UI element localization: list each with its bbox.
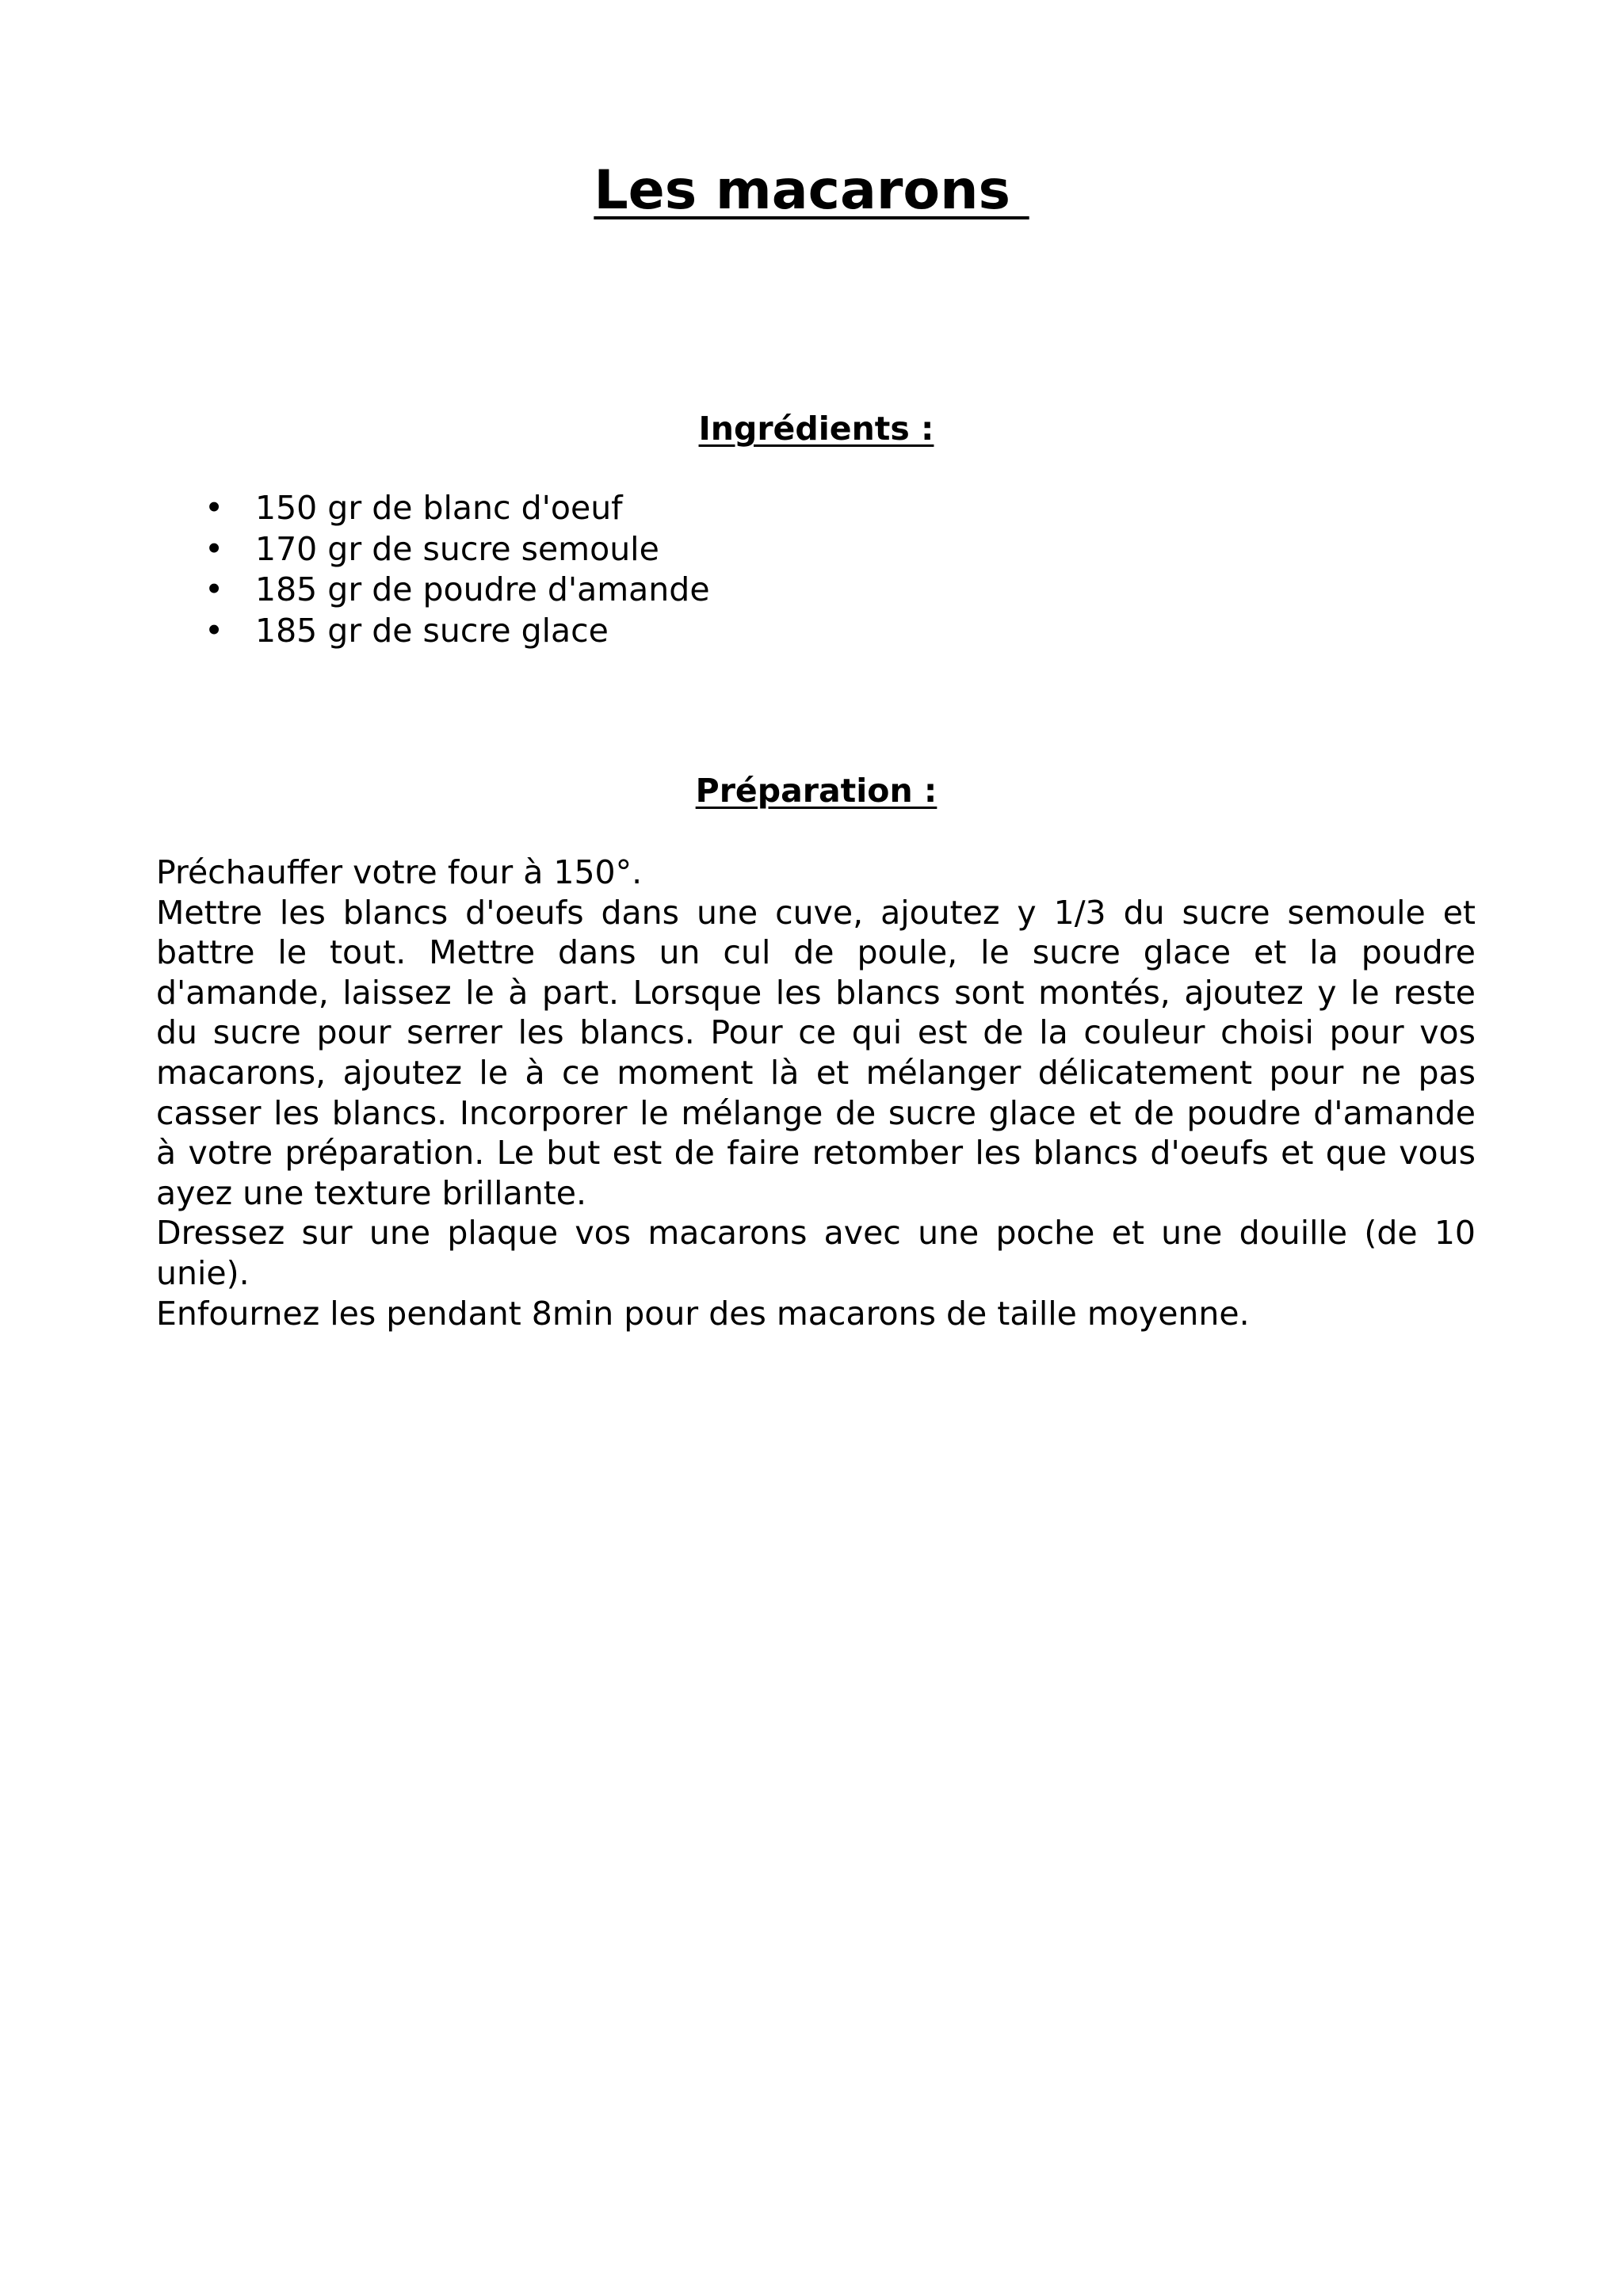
ingredients-list bbox=[204, 488, 710, 651]
list-item bbox=[204, 570, 710, 611]
ingredients-heading bbox=[0, 406, 1623, 451]
preparation-heading-text: Préparation : bbox=[695, 772, 938, 810]
preparation-body bbox=[156, 852, 1476, 1333]
ingredient-text: 185 gr de poudre d'amande bbox=[255, 570, 710, 608]
ingredient-text: 170 gr de sucre semoule bbox=[255, 529, 659, 568]
ingredient-text: 150 gr de blanc d'oeuf bbox=[255, 489, 623, 527]
bullet-icon: • bbox=[204, 489, 224, 527]
list-item bbox=[204, 529, 710, 570]
preparation-heading bbox=[0, 769, 1623, 813]
preparation-paragraph: Préchauffer votre four à 150°. bbox=[156, 853, 643, 891]
list-item bbox=[204, 488, 710, 529]
preparation-paragraph: Enfournez les pendant 8min pour des macarons de taille moyenne. bbox=[156, 1294, 1250, 1333]
ingredients-heading-text: Ingrédients : bbox=[698, 410, 934, 448]
recipe-title bbox=[0, 155, 1623, 227]
list-item bbox=[204, 611, 710, 652]
preparation-paragraph: Mettre les blancs d'oeufs dans une cuve, ajoutez y 1/3 du sucre semoule et battre le tout. Mettre dans un cul de poule, le sucre glace et la poudre d'amande, laissez le à part. Lorsque les blancs sont montés, ajoutez y le reste du sucre pour serrer les blancs. Pour ce qui est de la couleur choisi pour vos macarons, ajoutez le à ce moment là et mélanger délicatement pour ne pas casser les blancs. Incorporer le mélange de sucre glace et de poudre d'amande à votre préparation. Le but est de faire retomber les blancs d'oeufs et que vous ayez une texture brillante. bbox=[156, 893, 1476, 1212]
bullet-icon: • bbox=[204, 611, 224, 650]
recipe-title-text: Les macarons bbox=[594, 159, 1029, 222]
bullet-icon: • bbox=[204, 529, 224, 568]
bullet-icon: • bbox=[204, 570, 224, 608]
preparation-paragraph: Dressez sur une plaque vos macarons avec une poche et une douille (de 10 unie). bbox=[156, 1214, 1476, 1292]
ingredient-text: 185 gr de sucre glace bbox=[255, 611, 609, 650]
